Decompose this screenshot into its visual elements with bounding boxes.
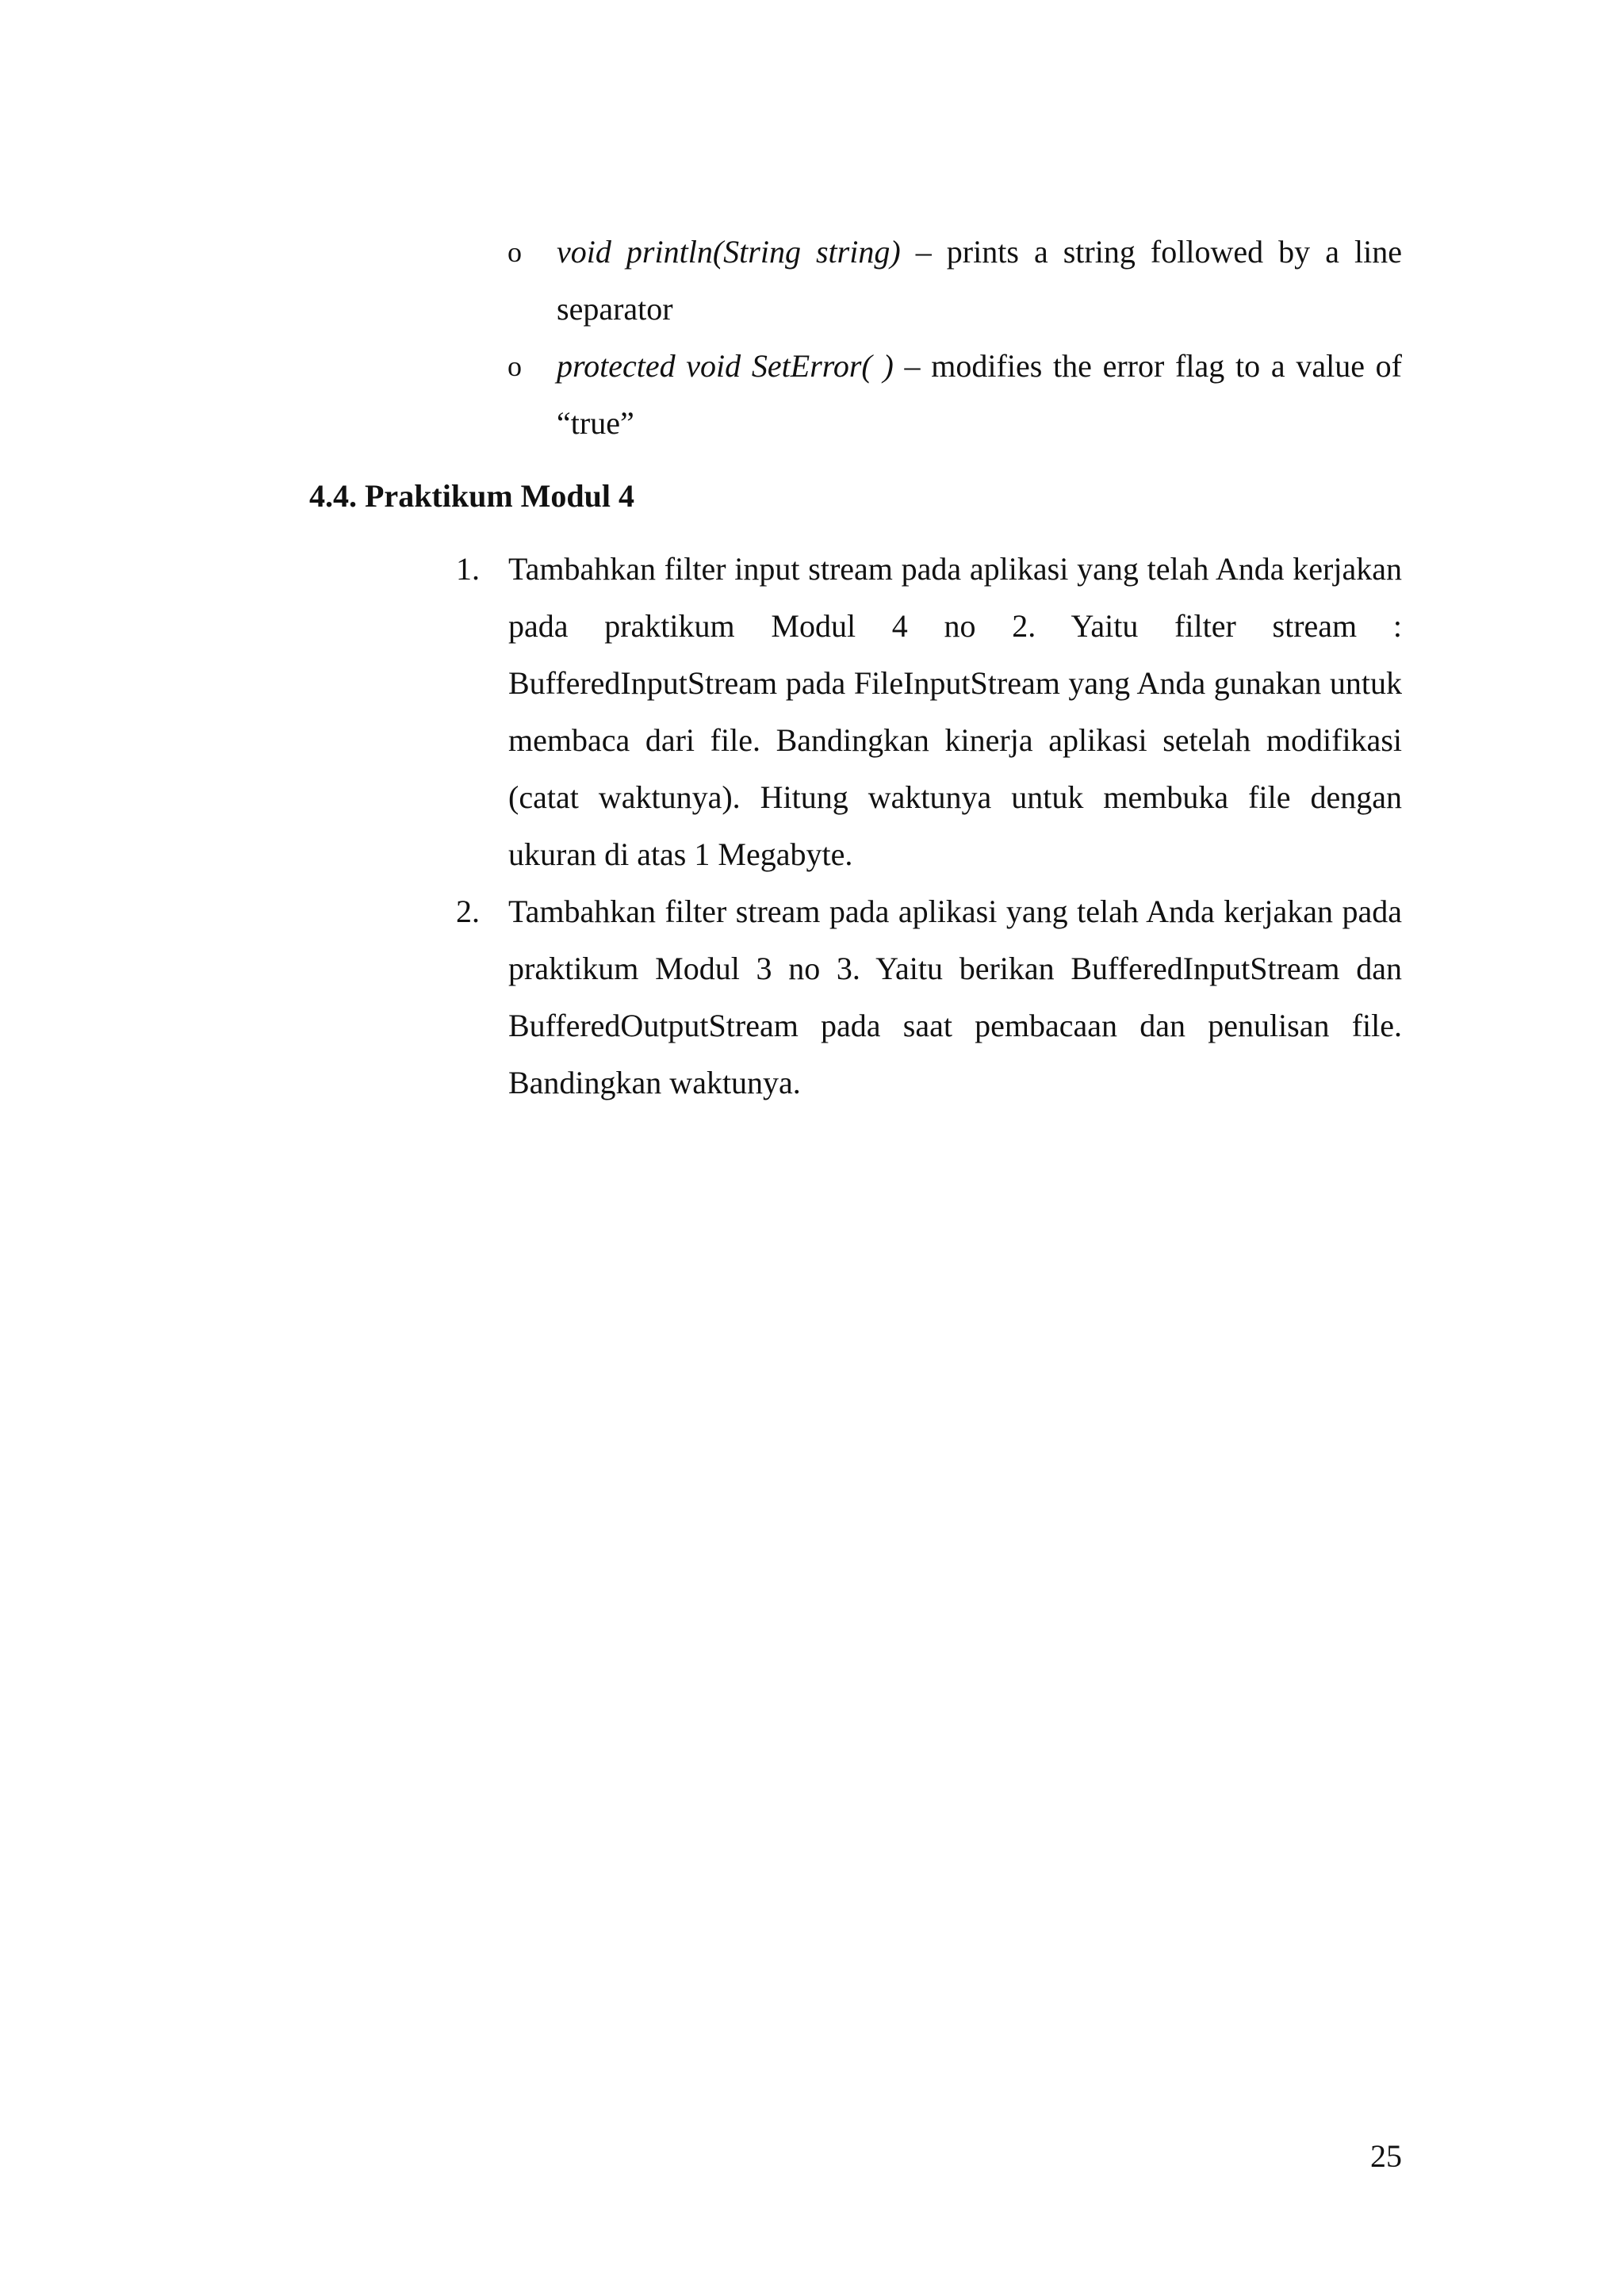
task-list xyxy=(456,541,1402,1112)
method-signature: protected void SetError( ) xyxy=(557,348,894,384)
task-text: Tambahkan filter input stream pada aplikasi yang telah Anda kerjakan pada praktikum Modul 4 no 2. Yaitu filter stream : BufferedInputStream pada FileInputStream yang Anda gunakan untuk membaca dari file. Bandingkan kinerja aplikasi setelah modifikasi (catat waktunya). Hitung waktunya untuk membuka file dengan ukuran di atas 1 Megabyte. xyxy=(508,551,1402,872)
method-signature: void println(String string) xyxy=(557,234,901,270)
bullet-item-println xyxy=(508,224,1402,338)
bullet-item-seterror xyxy=(508,338,1402,452)
bullet-marker: o xyxy=(508,350,522,382)
task-text: Tambahkan filter stream pada aplikasi yang telah Anda kerjakan pada praktikum Modul 3 no 3. Yaitu berikan BufferedInputStream dan BufferedOutputStream pada saat pembacaan dan penulisan file. Bandingkan waktunya. xyxy=(508,894,1402,1100)
task-number: 2. xyxy=(456,894,480,929)
method-bullet-list xyxy=(508,224,1402,452)
page-number: 25 xyxy=(1370,2138,1402,2174)
method-description: – modifies the error flag to a value of “true” xyxy=(557,348,1403,441)
task-number: 1. xyxy=(456,551,480,587)
task-item-1 xyxy=(456,541,1402,883)
section-heading: 4.4. Praktikum Modul 4 xyxy=(309,478,635,514)
task-item-2 xyxy=(456,883,1402,1112)
bullet-marker: o xyxy=(508,236,522,268)
method-description: – prints a string followed by a line separator xyxy=(557,234,1402,327)
